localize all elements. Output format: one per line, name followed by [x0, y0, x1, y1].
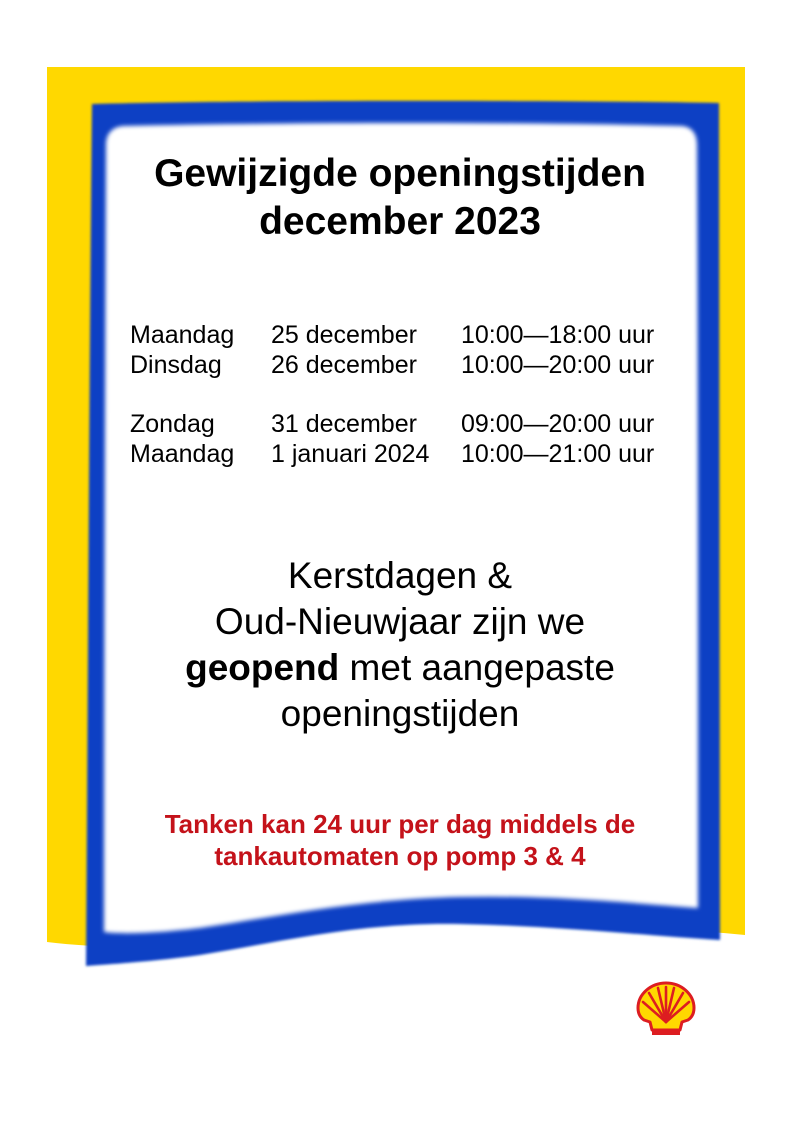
- message-line: [100, 645, 700, 691]
- schedule-date: 26 december: [271, 351, 417, 379]
- message-text: met aangepaste: [339, 647, 615, 688]
- schedule-date: 25 december: [271, 321, 417, 349]
- schedule-day: Maandag: [130, 440, 235, 468]
- message-line: openingstijden: [280, 693, 520, 734]
- schedule-hours: 09:00—20:00 uur: [461, 410, 655, 438]
- schedule-date: 31 december: [271, 410, 417, 438]
- schedule-day: Dinsdag: [130, 351, 222, 379]
- notice-line: Tanken kan 24 uur per dag middels de: [164, 809, 636, 839]
- title-line: Gewijzigde openingstijden: [154, 152, 646, 195]
- schedule-day: Zondag: [130, 410, 215, 438]
- notice-line: tankautomaten op pomp 3 & 4: [214, 841, 586, 871]
- message-line: Kerstdagen &: [287, 555, 513, 596]
- holiday-message: [100, 553, 700, 737]
- schedule-table: [130, 320, 671, 498]
- schedule-row: [130, 439, 671, 469]
- schedule-day: Maandag: [130, 321, 235, 349]
- schedule-group: [130, 320, 671, 380]
- shell-logo-icon: [634, 980, 698, 1036]
- message-line: Oud-Nieuwjaar zijn we: [214, 601, 586, 642]
- fuel-notice: [100, 808, 700, 872]
- schedule-hours: 10:00—21:00 uur: [461, 440, 655, 468]
- schedule-row: [130, 320, 671, 350]
- title-line: december 2023: [259, 200, 541, 243]
- page-title: [100, 150, 700, 246]
- schedule-hours: 10:00—20:00 uur: [461, 351, 655, 379]
- schedule-group: [130, 409, 671, 469]
- schedule-hours: 10:00—18:00 uur: [461, 321, 655, 349]
- message-emphasis: geopend: [185, 647, 340, 688]
- schedule-row: [130, 409, 671, 439]
- schedule-row: [130, 350, 671, 380]
- schedule-date: 1 januari 2024: [271, 440, 430, 468]
